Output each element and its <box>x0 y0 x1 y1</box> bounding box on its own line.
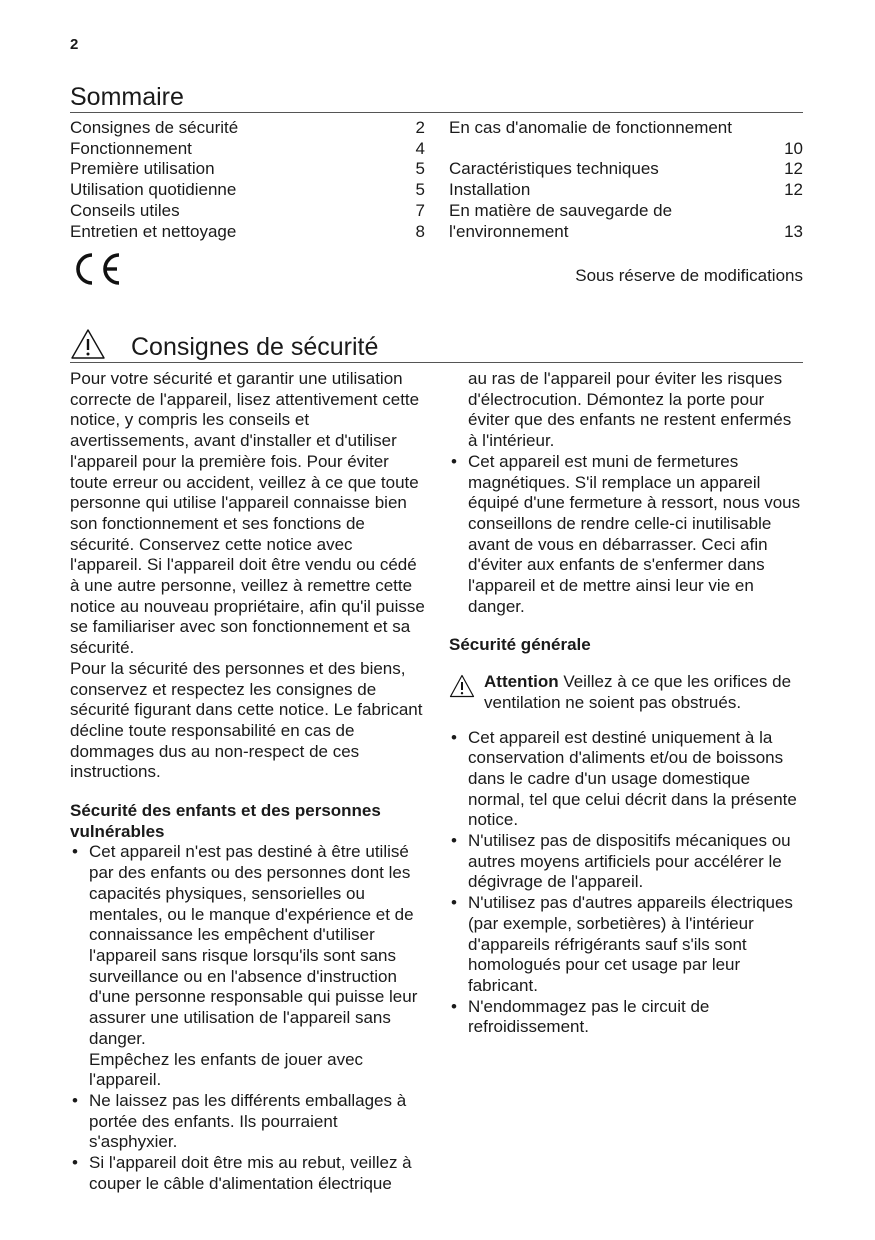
toc-label: Caractéristiques techniques <box>449 159 659 179</box>
list-item: • Ne laissez pas les différents emballages à portée des enfants. Ils pourraient s'asphyxier. <box>70 1091 426 1153</box>
toc-page: 4 <box>415 138 425 158</box>
toc-page: 12 <box>784 159 803 179</box>
enfants-heading: Sécurité des enfants et des personnes vulnérables <box>70 801 381 841</box>
toc-page: 7 <box>415 200 425 220</box>
fermetures-list <box>449 452 803 618</box>
toc-label: Utilisation quotidienne <box>70 180 237 200</box>
toc-label: Consignes de sécurité <box>70 118 239 137</box>
toc-label-cont: l'environnement <box>449 221 569 241</box>
toc-entry[interactable] <box>70 222 425 243</box>
toc-entry[interactable] <box>449 180 803 201</box>
toc-label: En cas d'anomalie de fonctionnement <box>449 118 732 137</box>
toc-page: 10 <box>784 138 803 158</box>
toc-entry[interactable] <box>70 201 425 222</box>
list-item: • Cet appareil est destiné uniquement à la conservation d'aliments et/ou de boissons dans le cadre d'un usage domestique normal, tel que celui décrit dans la présente notice. <box>449 728 803 832</box>
toc-label: Fonctionnement <box>70 138 192 158</box>
toc-entry[interactable] <box>70 180 425 201</box>
attention-label: Attention <box>484 672 559 692</box>
toc-entry[interactable] <box>449 201 803 242</box>
enfants-list <box>70 842 426 1194</box>
intro-paragraph: Pour votre sécurité et garantir une utilisation correcte de l'appareil, lisez attentivement cette notice, y compris les conseils et avertissements, avant d'installer et d'utiliser l'appareil pour la première fois. Pour éviter toute erreur ou accident, veillez à ce que toute personne qui utilise l'appareil connaisse bien son fonctionnement et ses fonctions de sécurité. Conservez cette notice avec l'appareil. Si l'appareil doit être vendu ou cédé à une autre personne, veillez à remettre cette notice au nouveau propriétaire, afin qu'il puisse se familiariser avec son fonctionnement et sa sécurité. <box>70 369 425 658</box>
toc-entry[interactable] <box>449 118 803 159</box>
reserve-note: Sous réserve de modifications <box>575 266 803 285</box>
ce-mark-icon <box>70 252 122 286</box>
toc-left-column <box>70 118 425 242</box>
page-number: 2 <box>70 36 79 53</box>
toc-label: Entretien et nettoyage <box>70 221 237 241</box>
list-item-continuation: au ras de l'appareil pour éviter les risques d'électrocution. Démontez la porte pour éviter que des enfants ne restent enfermés à l'intérieur. <box>468 369 792 451</box>
toc-page: 5 <box>415 159 425 179</box>
toc-label: En matière de sauvegarde de <box>449 200 673 220</box>
toc-label: Conseils utiles <box>70 200 180 220</box>
warning-small-icon <box>449 674 475 698</box>
toc-entry[interactable] <box>449 159 803 180</box>
attention-note <box>449 672 803 713</box>
toc-entry[interactable] <box>70 159 425 180</box>
list-item-text: Cet appareil n'est pas destiné à être utilisé par des enfants ou des personnes dont les capacités physiques, sensorielles ou mentales, ou le manque d'expérience et de connaissance les empêchent d'utiliser l'appareil sans risque lorsqu'ils sont sans surveillance ou en l'absence d'instruction d'une personne responsable qui puisse leur assurer une utilisation de l'appareil sans danger. <box>89 842 418 1048</box>
intro-paragraph: Pour la sécurité des personnes et des biens, conservez et respectez les consignes de sécurité figurant dans cette notice. Le fabricant décline toute responsabilité en cas de dommages dus au non-respect de ces instructions. <box>70 658 423 782</box>
left-text-column <box>70 369 426 1194</box>
securite-title: Consignes de sécurité <box>131 333 379 361</box>
toc-label: Première utilisation <box>70 159 215 179</box>
toc-page: 13 <box>784 221 803 241</box>
attention-text: Veillez à ce que les orifices de ventilation ne soient pas obstrués. <box>484 672 792 712</box>
list-item: • N'utilisez pas d'autres appareils électriques (par exemple, sorbetières) à l'intérieur d'appareils réfrigérants sauf s'ils sont homologués pour cet usage par leur fabricant. <box>449 893 803 997</box>
list-item-extra: Empêchez les enfants de jouer avec l'appareil. <box>89 1049 364 1090</box>
right-text-column <box>449 369 803 1038</box>
list-item <box>70 842 426 1090</box>
toc-page: 8 <box>415 221 425 241</box>
sommaire-rule <box>70 112 803 113</box>
warning-triangle-icon <box>70 328 106 360</box>
list-item: • Si l'appareil doit être mis au rebut, veillez à couper le câble d'alimentation électrique <box>70 1153 426 1194</box>
generale-heading: Sécurité générale <box>449 635 591 655</box>
toc-entry[interactable] <box>70 118 425 139</box>
toc-entry[interactable] <box>70 139 425 160</box>
securite-rule <box>70 362 803 363</box>
toc-right-column <box>449 118 803 242</box>
toc-page: 12 <box>784 180 803 200</box>
toc-page: 2 <box>415 118 425 137</box>
list-item: • N'endommagez pas le circuit de refroidissement. <box>449 997 803 1038</box>
sommaire-title: Sommaire <box>70 83 184 111</box>
toc-page: 5 <box>415 180 425 200</box>
toc-label: Installation <box>449 180 531 200</box>
generale-list <box>449 728 803 1039</box>
list-item: • Cet appareil est muni de fermetures magnétiques. S'il remplace un appareil équipé d'une fermeture à ressort, nous vous conseillons de rendre celle-ci inutilisable avant de vous en débarrasser. Ceci afin d'éviter aux enfants de s'enfermer dans l'appareil et de mettre ainsi leur vie en danger. <box>449 452 803 618</box>
list-item: • N'utilisez pas de dispositifs mécaniques ou autres moyens artificiels pour accélérer le dégivrage de l'appareil. <box>449 831 803 893</box>
